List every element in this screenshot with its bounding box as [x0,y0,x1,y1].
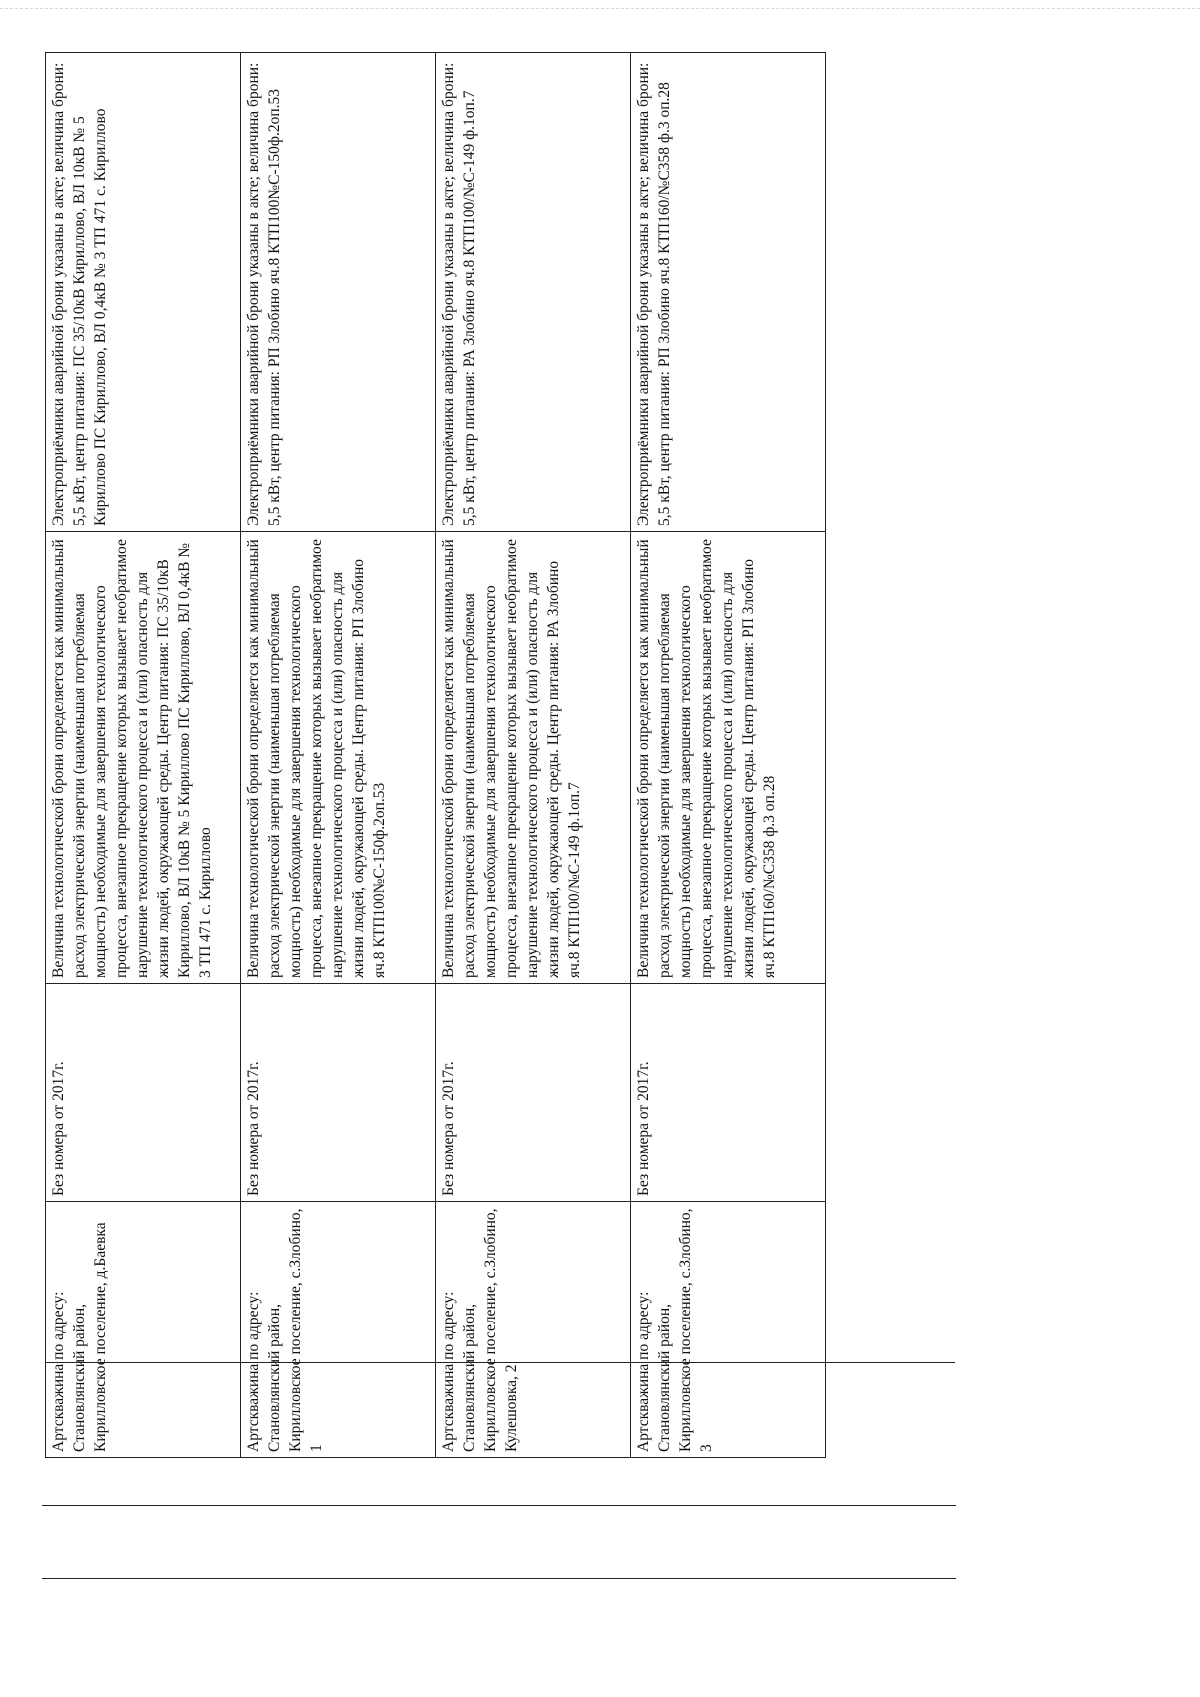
act-cell: Без номера от 2017г. [46,984,241,1202]
table-row [436,53,631,1458]
rotated-table-container [45,53,825,1458]
act-cell: Без номера от 2017г. [631,984,826,1202]
divider-line [42,1578,956,1579]
tech-reserve-cell: Величина технологической брони определяется как минимальный расход электрической энергии (наименьшая потребляемая мощность) необходимые для завершения технологического процесса, внезапное прекращение которых вызывает необратимое нарушение технологического процесса и (или) опасность для жизни людей, окружающей среды. Центр питания: ПС 35/10кВ Кириллово, ВЛ 10кВ № 5 Кириллово ПС Кириллово, ВЛ 0,4кВ № 3 ТП 471 с. Кириллово [46,532,241,984]
object-address-cell: Артскважина по адресу: Становлянский район, Кирилловское поселение, с.Злобино, 3 [631,1202,826,1458]
tech-reserve-cell: Величина технологической брони определяется как минимальный расход электрической энергии (наименьшая потребляемая мощность) необходимые для завершения технологического процесса, внезапное прекращение которых вызывает необратимое нарушение технологического процесса и (или) опасность для жизни людей, окружающей среды. Центр питания: РП Злобино яч.8 КТП100№С-150ф.2оп.53 [241,532,436,984]
table-row [241,53,436,1458]
object-address-cell: Артскважина по адресу: Становлянский район, Кирилловское поселение, д.Баевка [46,1202,241,1458]
object-address-cell: Артскважина по адресу: Становлянский район, Кирилловское поселение, с.Злобино, 1 [241,1202,436,1458]
tech-reserve-cell: Величина технологической брони определяется как минимальный расход электрической энергии (наименьшая потребляемая мощность) необходимые для завершения технологического процесса, внезапное прекращение которых вызывает необратимое нарушение технологического процесса и (или) опасность для жизни людей, окружающей среды. Центр питания: РА Злобино яч.8 КТП100/№С-149 ф.1оп.7 [436,532,631,984]
emergency-reserve-cell: Электроприёмники аварийной брони указаны в акте; величина брони: 5,5 кВт, центр питания: ПС 35/10кВ Кириллово, ВЛ 10кВ № 5 Кириллово ПС Кириллово, ВЛ 0,4кВ № 3 ТП 471 с. Кириллово [46,53,241,532]
table-row [46,53,241,1458]
act-cell: Без номера от 2017г. [436,984,631,1202]
reserve-table [45,52,826,1458]
divider-line [42,1505,956,1506]
emergency-reserve-cell: Электроприёмники аварийной брони указаны в акте; величина брони: 5,5 кВт, центр питания: РП Злобино яч.8 КТП100№С-150ф.2оп.53 [241,53,436,532]
divider-line [45,1362,955,1363]
scan-edge-line [0,8,1200,9]
table-row [631,53,826,1458]
tech-reserve-cell: Величина технологической брони определяется как минимальный расход электрической энергии (наименьшая потребляемая мощность) необходимые для завершения технологического процесса, внезапное прекращение которых вызывает необратимое нарушение технологического процесса и (или) опасность для жизни людей, окружающей среды. Центр питания: РП Злобино яч.8 КТП160/№С358 ф.3 оп.28 [631,532,826,984]
act-cell: Без номера от 2017г. [241,984,436,1202]
object-address-cell: Артскважина по адресу: Становлянский район, Кирилловское поселение, с.Злобино, Кулешовка, 2 [436,1202,631,1458]
emergency-reserve-cell: Электроприёмники аварийной брони указаны в акте; величина брони: 5,5 кВт, центр питания: РА Злобино яч.8 КТП100/№С-149 ф.1оп.7 [436,53,631,532]
emergency-reserve-cell: Электроприёмники аварийной брони указаны в акте; величина брони: 5,5 кВт, центр питания: РП Злобино яч.8 КТП160/№С358 ф.3 оп.28 [631,53,826,532]
